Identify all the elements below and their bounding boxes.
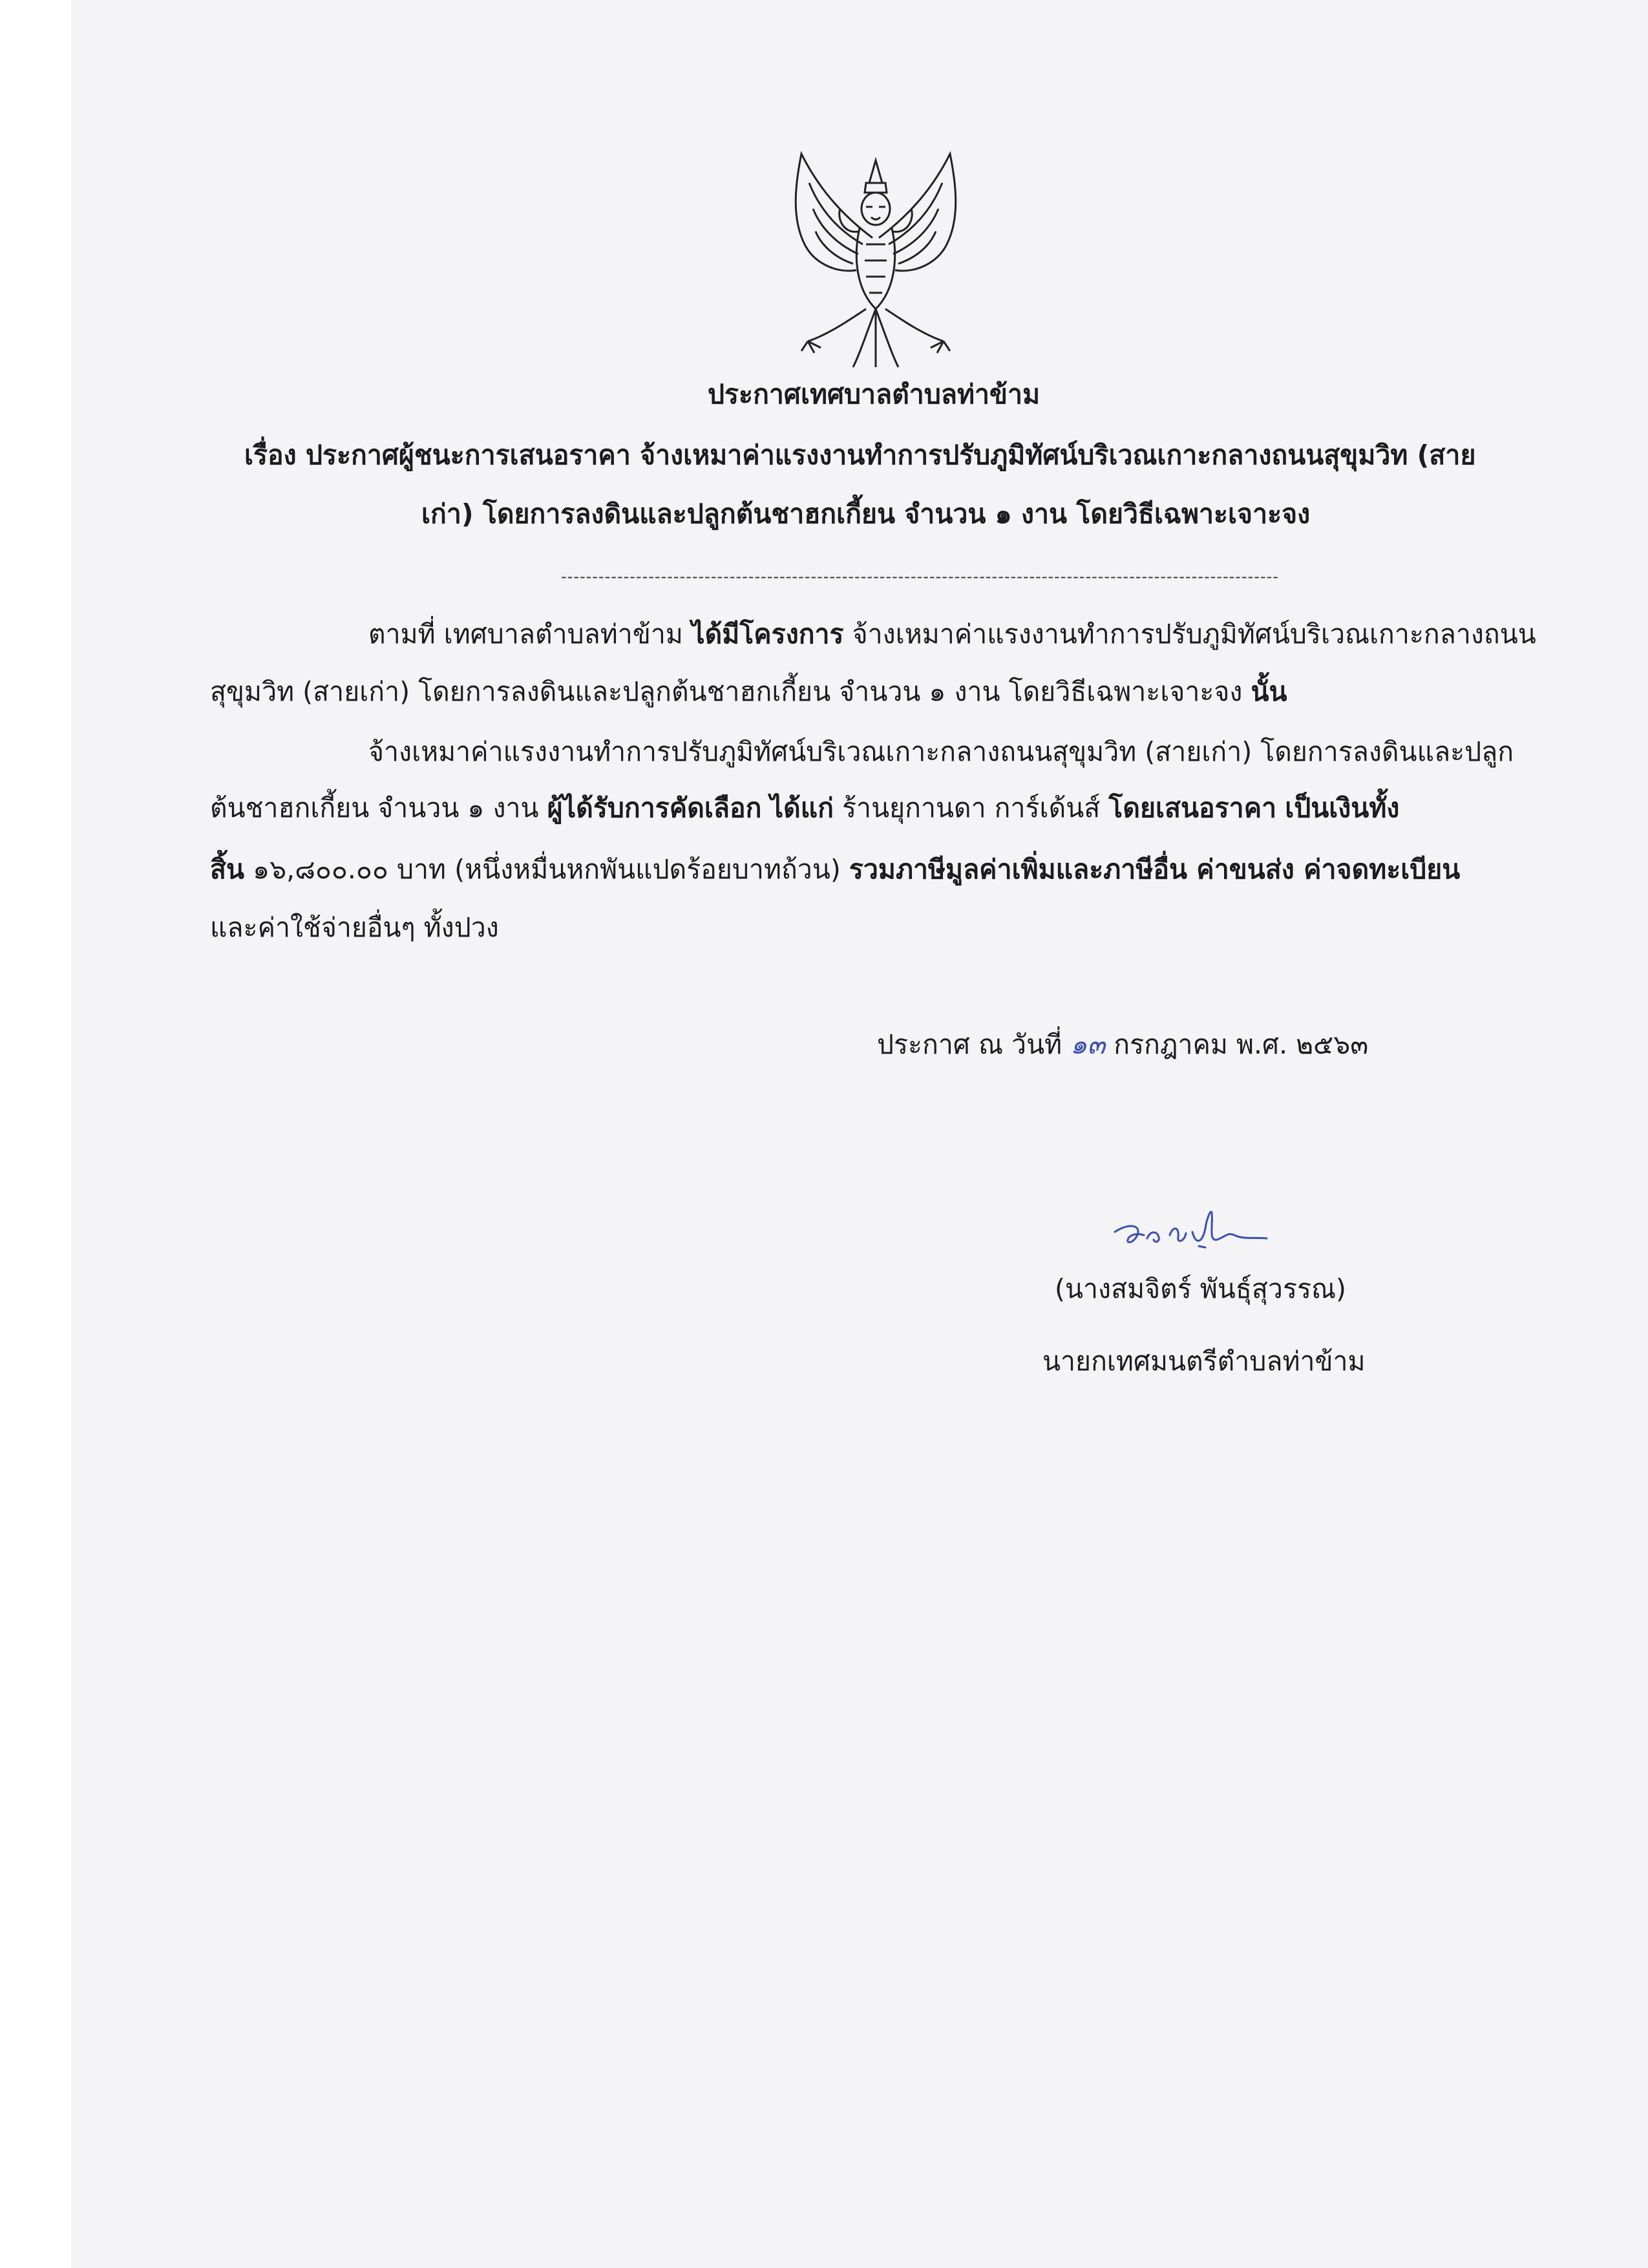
garuda-emblem-icon bbox=[776, 147, 976, 374]
para2-line2-bold-4: เป็นเงินทั้ง bbox=[1285, 792, 1400, 823]
subject-line-1 bbox=[244, 436, 1475, 474]
para2-line3-mid: ๑๖,๘๐๐.๐๐ บาท (หนึ่งหมื่นหกพันแปดร้อยบาทถ้วน) bbox=[253, 854, 841, 885]
para2-line3-bold-2: รวมภาษีมูลค่าเพิ่มและภาษีอื่น ค่าขนส่ง ค่าจดทะเบียน bbox=[849, 854, 1461, 885]
para2-line2-bold-2: ได้แก่ bbox=[770, 792, 834, 823]
para1-rest-1: จ้างเหมาค่าแรงงานทำการปรับภูมิทัศน์บริเวณเกาะกลางถนน bbox=[852, 619, 1536, 650]
paragraph-1-line-2 bbox=[210, 672, 1287, 711]
para1-lead: ตามที่ เทศบาลตำบลท่าข้าม bbox=[368, 619, 683, 650]
para1-bold-1: ได้มีโครงการ bbox=[691, 619, 844, 650]
signatory-position: นายกเทศมนตรีตำบลท่าข้าม bbox=[1042, 1346, 1366, 1377]
date-prefix: ประกาศ ณ วันที่ bbox=[877, 1029, 1062, 1060]
para1-line-2: สุขุมวิท (สายเก่า) โดยการลงดินและปลูกต้นชาฮกเกี้ยน จำนวน ๑ งาน โดยวิธีเฉพาะเจาะจง bbox=[210, 676, 1243, 707]
paragraph-2-line-2 bbox=[210, 789, 1399, 827]
subject-text-1: ประกาศผู้ชนะการเสนอราคา จ้างเหมาค่าแรงงานทำการปรับภูมิทัศน์บริเวณเกาะกลางถนนสุขุมวิท (สาย bbox=[305, 440, 1476, 471]
date-month-year: กรกฎาคม พ.ศ. ๒๕๖๓ bbox=[1114, 1029, 1369, 1060]
para2-line2-lead: ต้นชาฮกเกี้ยน จำนวน ๑ งาน bbox=[210, 792, 539, 823]
para2-line2-bold-1: ผู้ได้รับการคัดเลือก bbox=[547, 792, 762, 823]
scan-margin bbox=[0, 0, 71, 2268]
paragraph-2-line-1: จ้างเหมาค่าแรงงานทำการปรับภูมิทัศน์บริเวณเกาะกลางถนนสุขุมวิท (สายเก่า) โดยการลงดินและปลูก bbox=[368, 736, 1514, 767]
para1-bold-2: นั้น bbox=[1251, 676, 1287, 707]
separator-line: ------------------------------------------------------------------------------------------------------------------- bbox=[561, 567, 1279, 586]
announcement-date bbox=[877, 1025, 1368, 1064]
paragraph-1-line-1 bbox=[368, 615, 1536, 653]
para2-line2-mid: ร้านยุกานดา การ์เด้นส์ bbox=[842, 792, 1101, 823]
signature-icon bbox=[1108, 1206, 1302, 1264]
paragraph-2-line-4: และค่าใช้จ่ายอื่นๆ ทั้งปวง bbox=[210, 912, 499, 943]
subject-label: เรื่อง bbox=[244, 440, 297, 471]
subject-line-2: เก่า) โดยการลงดินและปลูกต้นชาฮกเกี้ยน จำนวน ๑ งาน โดยวิธีเฉพาะเจาะจง bbox=[421, 498, 1311, 529]
paragraph-2-line-3 bbox=[210, 850, 1460, 889]
signatory-name: (นางสมจิตร์ พันธุ์สุวรรณ) bbox=[1055, 1273, 1347, 1304]
para2-line3-bold-1: สิ้น bbox=[210, 854, 245, 885]
document-title: ประกาศเทศบาลตำบลท่าข้าม bbox=[708, 379, 1041, 410]
para2-line2-bold-3: โดยเสนอราคา bbox=[1108, 792, 1277, 823]
date-day: ๑๓ bbox=[1070, 1029, 1106, 1060]
